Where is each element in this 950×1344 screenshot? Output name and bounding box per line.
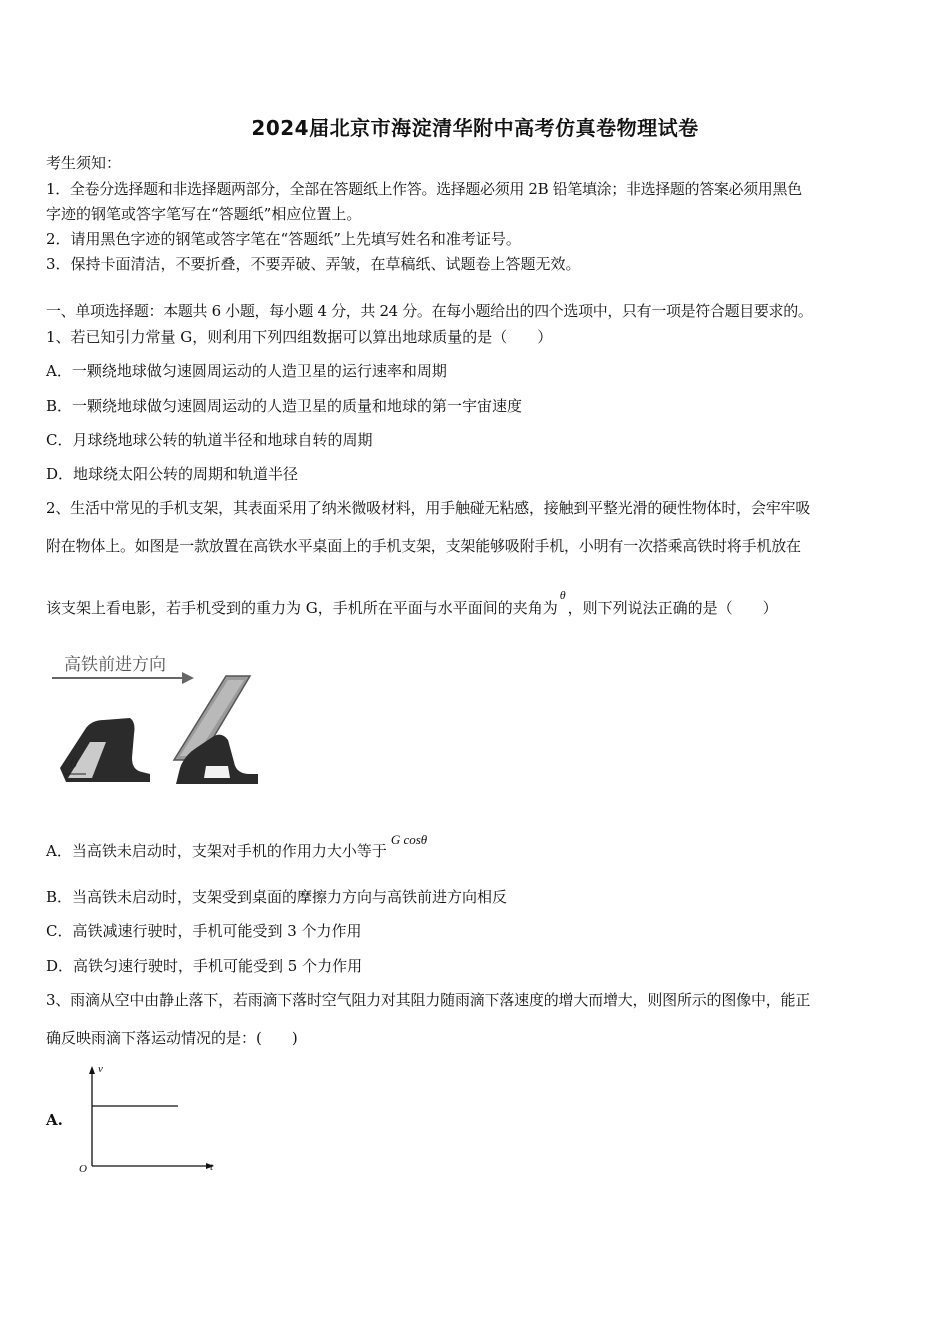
figure-direction-label: 高铁前进方向 [64, 655, 166, 674]
question-2-line-2: 附在物体上。如图是一款放置在高铁水平桌面上的手机支架，支架能够吸附手机，小明有一次搭乘高铁时将手机放在 [46, 537, 801, 555]
question-3-line-2: 确反映雨滴下落运动情况的是：( ) [46, 1029, 298, 1047]
y-axis-arrow [89, 1066, 95, 1074]
question-2-option-a [46, 832, 428, 861]
x-axis-label: t [210, 1161, 214, 1173]
theta-symbol: θ [559, 588, 566, 602]
direction-arrow-head [182, 672, 194, 684]
phone-holder-figure [46, 650, 276, 785]
page-title: 2024届北京市海淀清华附中高考仿真卷物理试卷 [251, 116, 699, 140]
question-2-option-d: D．高铁匀速行驶时，手机可能受到 5 个力作用 [46, 957, 363, 975]
question-1-option-d: D．地球绕太阳公转的周期和轨道半径 [46, 465, 299, 483]
notice-item-1-line-2: 字迹的钢笔或答字笔写在“答题纸”相应位置上。 [46, 205, 362, 223]
question-1-option-c: C．月球绕地球公转的轨道半径和地球自转的周期 [46, 431, 373, 449]
notice-item-3: 3．保持卡面清洁，不要折叠，不要弄破、弄皱，在草稿纸、试题卷上答题无效。 [46, 255, 581, 273]
notice-item-1-line-1: 1．全卷分选择题和非选择题两部分，全部在答题纸上作答。选择题必须用 2B 铅笔填涂；非选择题的答案必须用黑色 [46, 180, 802, 198]
holder-side-view [60, 718, 150, 782]
formula-g-cos-theta: G cosθ [390, 832, 428, 847]
question-2-line-3-start: 该支架上看电影，若手机受到的重力为 G，手机所在平面与水平面间的夹角为 [46, 599, 558, 617]
y-axis-label: v [98, 1063, 103, 1075]
question-1-option-b: B．一颗绕地球做匀速圆周运动的人造卫星的质量和地球的第一宇宙速度 [46, 397, 523, 415]
notice-item-2: 2．请用黑色字迹的钢笔或答字笔在“答题纸”上先填写姓名和准考证号。 [46, 230, 521, 248]
section-heading: 一、单项选择题：本题共 6 小题，每小题 4 分，共 24 分。在每小题给出的四个选项中，只有一项是符合题目要求的。 [46, 302, 813, 320]
question-2-option-b: B．当高铁未启动时，支架受到桌面的摩擦力方向与高铁前进方向相反 [46, 888, 508, 906]
notice-heading: 考生须知： [46, 154, 122, 172]
vt-graph [70, 1058, 230, 1178]
question-3-option-a-label: A. [46, 1111, 63, 1129]
question-2-line-3 [46, 588, 778, 618]
question-1-option-a: A．一颗绕地球做匀速圆周运动的人造卫星的运行速率和周期 [46, 362, 447, 380]
holder-with-phone [174, 676, 258, 784]
origin-label: O [79, 1163, 87, 1175]
question-2-option-a-text: A．当高铁未启动时，支架对手机的作用力大小等于 [46, 842, 387, 860]
question-2-line-3-end: ，则下列说法正确的是（ ） [567, 599, 778, 617]
question-2-option-c: C．高铁减速行驶时，手机可能受到 3 个力作用 [46, 922, 362, 940]
question-3-line-1: 3、雨滴从空中由静止落下，若雨滴下落时空气阻力对其阻力随雨滴下落速度的增大而增大，则图所示的图像中，能正 [46, 991, 811, 1009]
figure-theta: θ [70, 756, 78, 772]
question-1-stem: 1、若已知引力常量 G，则利用下列四组数据可以算出地球质量的是（ ） [46, 328, 553, 346]
question-2-line-1: 2、生活中常见的手机支架，其表面采用了纳米微吸材料，用手触碰无粘感，接触到平整光滑的硬性物体时，会牢牢吸 [46, 499, 811, 517]
